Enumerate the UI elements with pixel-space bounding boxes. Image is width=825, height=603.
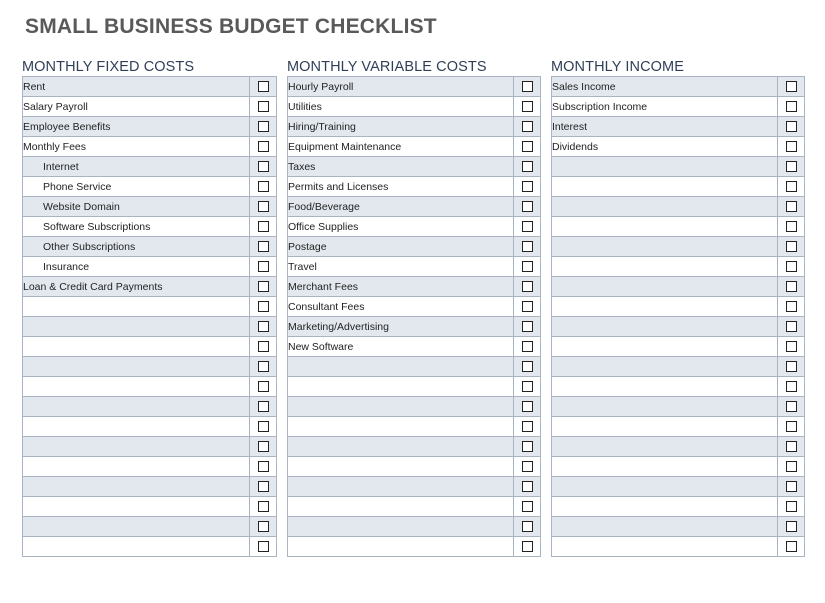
checkbox-cell [778, 297, 805, 317]
checklist-row [288, 517, 541, 537]
checklist-row [552, 157, 805, 177]
checkbox-cell [250, 317, 277, 337]
checkbox-cell [778, 437, 805, 457]
checklist-row [288, 277, 541, 297]
checkbox[interactable] [786, 301, 797, 312]
item-label [552, 157, 778, 177]
checkbox-cell [250, 117, 277, 137]
checkbox[interactable] [786, 481, 797, 492]
checkbox[interactable] [258, 241, 269, 252]
item-label: Phone Service [23, 177, 250, 197]
checkbox[interactable] [258, 201, 269, 212]
checklist-row [23, 397, 277, 417]
checkbox-cell [250, 197, 277, 217]
checkbox-cell [514, 237, 541, 257]
checkbox-cell [250, 377, 277, 397]
section-fixed-costs [22, 59, 277, 557]
checklist-row [552, 537, 805, 557]
checklist-row [288, 297, 541, 317]
checkbox[interactable] [258, 421, 269, 432]
checkbox[interactable] [786, 121, 797, 132]
item-label: Loan & Credit Card Payments [23, 277, 250, 297]
item-label: Employee Benefits [23, 117, 250, 137]
checkbox[interactable] [258, 321, 269, 332]
checklist-table [22, 76, 277, 557]
checklist-row [288, 337, 541, 357]
checklist-row [552, 277, 805, 297]
item-label [552, 397, 778, 417]
section-heading: MONTHLY INCOME [551, 59, 684, 75]
checklist-row [23, 357, 277, 377]
item-label [552, 357, 778, 377]
item-label: Interest [552, 117, 778, 137]
checkbox[interactable] [522, 261, 533, 272]
item-label: Merchant Fees [288, 277, 514, 297]
checkbox-cell [778, 317, 805, 337]
checklist-table [551, 76, 805, 557]
checklist-row [288, 197, 541, 217]
checkbox-cell [778, 397, 805, 417]
checkbox[interactable] [522, 281, 533, 292]
checkbox-cell [250, 97, 277, 117]
checkbox[interactable] [258, 261, 269, 272]
item-label: Hiring/Training [288, 117, 514, 137]
checklist-row [552, 257, 805, 277]
checkbox[interactable] [786, 161, 797, 172]
checklist-row [23, 237, 277, 257]
section-heading: MONTHLY FIXED COSTS [22, 59, 195, 75]
checklist-row [288, 457, 541, 477]
checklist-row [552, 357, 805, 377]
checklist-row [288, 77, 541, 97]
checklist-row [288, 177, 541, 197]
checkbox-cell [250, 417, 277, 437]
item-label [23, 537, 250, 557]
checkbox[interactable] [258, 161, 269, 172]
item-label [288, 357, 514, 377]
checkbox[interactable] [522, 441, 533, 452]
checkbox-cell [778, 517, 805, 537]
checklist-row [23, 137, 277, 157]
checklist-row [23, 217, 277, 237]
checklist-row [288, 377, 541, 397]
item-label [23, 437, 250, 457]
item-label: Salary Payroll [23, 97, 250, 117]
checkbox[interactable] [522, 201, 533, 212]
checklist-row [552, 417, 805, 437]
checklist-row [23, 77, 277, 97]
checklist-row [552, 217, 805, 237]
checkbox[interactable] [522, 481, 533, 492]
item-label [552, 437, 778, 457]
checkbox[interactable] [786, 381, 797, 392]
item-label: Subscription Income [552, 97, 778, 117]
checkbox[interactable] [786, 501, 797, 512]
checkbox[interactable] [258, 461, 269, 472]
section-income [551, 59, 805, 557]
checkbox[interactable] [522, 501, 533, 512]
item-label [23, 397, 250, 417]
item-label [552, 417, 778, 437]
checklist-row [552, 77, 805, 97]
item-label [23, 377, 250, 397]
item-label [552, 457, 778, 477]
checkbox-cell [514, 97, 541, 117]
checkbox[interactable] [522, 221, 533, 232]
item-label [288, 417, 514, 437]
checkbox[interactable] [522, 461, 533, 472]
checkbox[interactable] [522, 521, 533, 532]
checkbox[interactable] [522, 81, 533, 92]
checkbox-cell [778, 217, 805, 237]
checklist-row [552, 377, 805, 397]
checklist-row [23, 177, 277, 197]
item-label: Hourly Payroll [288, 77, 514, 97]
checklist-row [23, 197, 277, 217]
section-heading: MONTHLY VARIABLE COSTS [287, 59, 487, 75]
checklist-row [23, 477, 277, 497]
checkbox-cell [514, 437, 541, 457]
item-label [288, 537, 514, 557]
checkbox[interactable] [786, 341, 797, 352]
checkbox[interactable] [786, 261, 797, 272]
checklist-row [552, 137, 805, 157]
checkbox-cell [250, 437, 277, 457]
section-variable-costs [287, 59, 541, 557]
checklist-row [552, 457, 805, 477]
checkbox-cell [514, 177, 541, 197]
checkbox[interactable] [786, 181, 797, 192]
checkbox-cell [778, 117, 805, 137]
checkbox-cell [250, 517, 277, 537]
checklist-row [23, 317, 277, 337]
checkbox-cell [514, 357, 541, 377]
checkbox[interactable] [786, 521, 797, 532]
item-label [288, 377, 514, 397]
checkbox[interactable] [786, 101, 797, 112]
checkbox[interactable] [258, 221, 269, 232]
page-title: SMALL BUSINESS BUDGET CHECKLIST [25, 15, 437, 38]
checkbox[interactable] [786, 281, 797, 292]
checkbox[interactable] [258, 101, 269, 112]
checkbox[interactable] [258, 81, 269, 92]
item-label [552, 517, 778, 537]
checkbox[interactable] [522, 141, 533, 152]
checklist-row [552, 317, 805, 337]
checklist-row [552, 397, 805, 417]
checkbox-cell [514, 77, 541, 97]
item-label: Website Domain [23, 197, 250, 217]
checkbox-cell [778, 457, 805, 477]
checkbox-cell [250, 257, 277, 277]
checkbox[interactable] [522, 241, 533, 252]
checkbox-cell [250, 137, 277, 157]
checklist-row [552, 297, 805, 317]
checklist-row [288, 97, 541, 117]
item-label [23, 337, 250, 357]
checkbox[interactable] [522, 181, 533, 192]
checkbox-cell [778, 357, 805, 377]
checkbox-cell [514, 317, 541, 337]
checkbox[interactable] [786, 401, 797, 412]
checkbox-cell [778, 257, 805, 277]
item-label [23, 317, 250, 337]
checkbox-cell [778, 537, 805, 557]
checkbox[interactable] [258, 141, 269, 152]
checklist-row [288, 157, 541, 177]
checkbox[interactable] [258, 441, 269, 452]
item-label: Postage [288, 237, 514, 257]
checklist-row [552, 517, 805, 537]
checkbox-cell [514, 517, 541, 537]
item-label: Taxes [288, 157, 514, 177]
checkbox-cell [250, 337, 277, 357]
checkbox-cell [514, 397, 541, 417]
checkbox-cell [778, 177, 805, 197]
checkbox-cell [250, 177, 277, 197]
checklist-row [288, 237, 541, 257]
checkbox-cell [514, 117, 541, 137]
checkbox-cell [514, 257, 541, 277]
checkbox-cell [250, 477, 277, 497]
item-label: Rent [23, 77, 250, 97]
item-label [23, 477, 250, 497]
checklist-row [552, 477, 805, 497]
checkbox-cell [514, 337, 541, 357]
checkbox-cell [514, 457, 541, 477]
item-label [552, 337, 778, 357]
checkbox-cell [250, 497, 277, 517]
checklist-row [288, 497, 541, 517]
checkbox-cell [778, 77, 805, 97]
item-label: Equipment Maintenance [288, 137, 514, 157]
item-label: Internet [23, 157, 250, 177]
item-label [23, 457, 250, 477]
item-label: New Software [288, 337, 514, 357]
checklist-row [288, 417, 541, 437]
item-label [288, 497, 514, 517]
checkbox-cell [250, 217, 277, 237]
checkbox-cell [514, 377, 541, 397]
item-label [552, 217, 778, 237]
item-label: Marketing/Advertising [288, 317, 514, 337]
item-label [23, 357, 250, 377]
checkbox-cell [778, 377, 805, 397]
checkbox[interactable] [258, 381, 269, 392]
checkbox[interactable] [258, 361, 269, 372]
checklist-row [552, 437, 805, 457]
checkbox-cell [514, 497, 541, 517]
checklist-row [552, 197, 805, 217]
checklist-row [23, 377, 277, 397]
checkbox[interactable] [786, 241, 797, 252]
item-label [288, 397, 514, 417]
item-label [552, 177, 778, 197]
checkbox-cell [250, 297, 277, 317]
checklist-row [23, 117, 277, 137]
checkbox[interactable] [786, 361, 797, 372]
checkbox-cell [250, 537, 277, 557]
item-label: Permits and Licenses [288, 177, 514, 197]
checkbox-cell [514, 297, 541, 317]
checkbox[interactable] [258, 521, 269, 532]
checklist-row [288, 437, 541, 457]
checklist-row [552, 97, 805, 117]
checkbox-cell [514, 537, 541, 557]
item-label: Consultant Fees [288, 297, 514, 317]
checkbox[interactable] [786, 221, 797, 232]
item-label: Software Subscriptions [23, 217, 250, 237]
checkbox[interactable] [258, 181, 269, 192]
checklist-row [552, 237, 805, 257]
checkbox[interactable] [522, 101, 533, 112]
checkbox[interactable] [258, 121, 269, 132]
item-label [23, 517, 250, 537]
checkbox-cell [250, 77, 277, 97]
checkbox-cell [250, 357, 277, 377]
checkbox-cell [514, 417, 541, 437]
checklist-row [288, 477, 541, 497]
checklist-row [288, 137, 541, 157]
checkbox-cell [514, 137, 541, 157]
checklist-row [23, 417, 277, 437]
item-label [552, 537, 778, 557]
checkbox[interactable] [786, 421, 797, 432]
item-label [552, 297, 778, 317]
checkbox[interactable] [786, 81, 797, 92]
item-label [288, 457, 514, 477]
checkbox[interactable] [786, 441, 797, 452]
checkbox[interactable] [258, 501, 269, 512]
item-label [552, 237, 778, 257]
item-label: Food/Beverage [288, 197, 514, 217]
checkbox-cell [778, 137, 805, 157]
checkbox[interactable] [522, 361, 533, 372]
item-label [288, 517, 514, 537]
checklist-row [23, 337, 277, 357]
checkbox-cell [250, 397, 277, 417]
checklist-row [552, 497, 805, 517]
checklist-row [552, 117, 805, 137]
item-label [552, 197, 778, 217]
checkbox[interactable] [786, 141, 797, 152]
item-label: Other Subscriptions [23, 237, 250, 257]
checkbox[interactable] [786, 461, 797, 472]
checkbox-cell [778, 157, 805, 177]
checkbox-cell [514, 277, 541, 297]
checkbox[interactable] [258, 541, 269, 552]
checklist-row [23, 97, 277, 117]
checkbox-cell [250, 237, 277, 257]
checklist-row [23, 157, 277, 177]
checkbox-cell [778, 277, 805, 297]
checklist-row [288, 357, 541, 377]
checklist-row [23, 297, 277, 317]
checkbox-cell [514, 197, 541, 217]
checkbox-cell [250, 277, 277, 297]
checkbox[interactable] [258, 301, 269, 312]
checklist-row [23, 517, 277, 537]
checklist-row [23, 257, 277, 277]
checkbox[interactable] [522, 421, 533, 432]
checkbox[interactable] [258, 401, 269, 412]
item-label [288, 477, 514, 497]
item-label: Travel [288, 257, 514, 277]
item-label: Utilities [288, 97, 514, 117]
item-label: Office Supplies [288, 217, 514, 237]
checkbox-cell [778, 477, 805, 497]
checkbox[interactable] [522, 321, 533, 332]
checkbox[interactable] [258, 481, 269, 492]
checklist-row [288, 257, 541, 277]
checklist-table [287, 76, 541, 557]
checkbox[interactable] [522, 121, 533, 132]
item-label [552, 477, 778, 497]
checkbox[interactable] [522, 381, 533, 392]
checklist-row [288, 217, 541, 237]
item-label [552, 277, 778, 297]
checklist-row [23, 437, 277, 457]
item-label [552, 257, 778, 277]
checkbox[interactable] [522, 541, 533, 552]
checklist-row [552, 177, 805, 197]
checkbox[interactable] [258, 281, 269, 292]
checklist-row [23, 277, 277, 297]
checkbox-cell [514, 217, 541, 237]
checkbox[interactable] [522, 161, 533, 172]
checkbox-cell [778, 337, 805, 357]
checkbox-cell [514, 477, 541, 497]
checkbox[interactable] [258, 341, 269, 352]
checkbox-cell [778, 97, 805, 117]
checkbox[interactable] [786, 541, 797, 552]
item-label [288, 437, 514, 457]
item-label [552, 317, 778, 337]
checklist-row [552, 337, 805, 357]
checklist-row [288, 537, 541, 557]
item-label [23, 297, 250, 317]
checkbox[interactable] [786, 201, 797, 212]
checkbox-cell [250, 457, 277, 477]
checklist-row [288, 317, 541, 337]
item-label [552, 377, 778, 397]
item-label: Insurance [23, 257, 250, 277]
item-label: Monthly Fees [23, 137, 250, 157]
checklist-row [288, 397, 541, 417]
checkbox-cell [778, 237, 805, 257]
checkbox[interactable] [522, 341, 533, 352]
item-label: Dividends [552, 137, 778, 157]
item-label [552, 497, 778, 517]
checkbox[interactable] [522, 301, 533, 312]
checkbox-cell [778, 497, 805, 517]
checkbox-cell [778, 417, 805, 437]
checkbox[interactable] [786, 321, 797, 332]
checkbox-cell [250, 157, 277, 177]
item-label [23, 417, 250, 437]
item-label: Sales Income [552, 77, 778, 97]
item-label [23, 497, 250, 517]
checklist-row [23, 497, 277, 517]
checkbox-cell [778, 197, 805, 217]
checklist-row [23, 457, 277, 477]
checklist-row [23, 537, 277, 557]
checklist-row [288, 117, 541, 137]
checkbox[interactable] [522, 401, 533, 412]
checkbox-cell [514, 157, 541, 177]
